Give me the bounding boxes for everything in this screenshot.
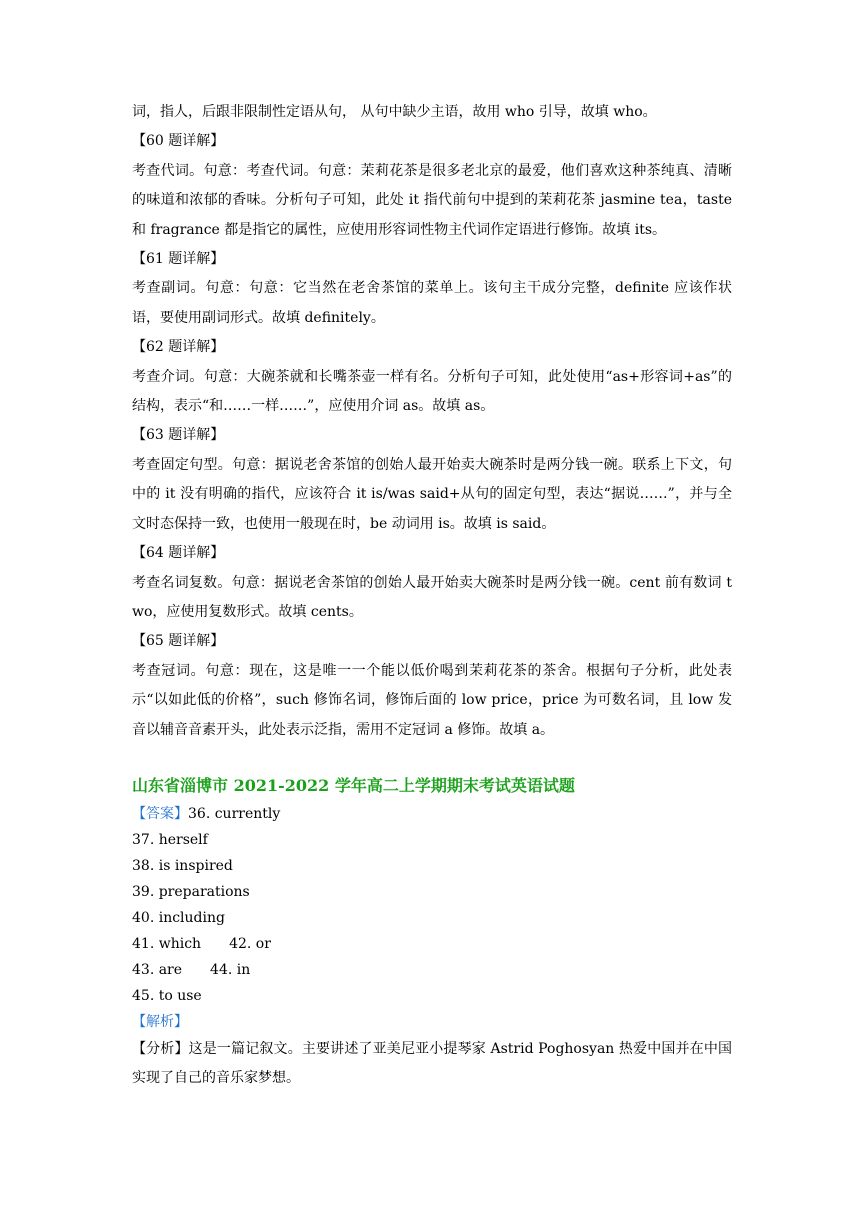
- explanation-paragraph: 考查代词。句意：考查代词。句意：茉莉花茶是很多老北京的最爱，他们喜欢这种茶纯真、清晰的味道和浓郁的香味。分析句子可知，此处 it 指代前句中提到的茉莉花茶 jasmine tea，taste 和 fragrance 都是指它的属性，应使用形容词性物主代词作定语进行修饰。故填 its。: [132, 162, 732, 238]
- explanation-paragraph: 考查介词。句意：大碗茶就和长嘴茶壶一样有名。分析句子可知，此处使用“as+形容词+as”的结构，表示“和……一样……”，应使用介词 as。故填 as。: [132, 368, 732, 415]
- document-page: [132, 98, 732, 1094]
- answer-item: 42. or: [229, 935, 271, 952]
- explanation-paragraph: 考查固定句型。句意：据说老舍茶馆的创始人最开始卖大碗茶时是两分钱一碗。联系上下文，句中的 it 没有明确的指代，应该符合 it is/was said+从句的固定句型，表达“据说……”，并与全文时态保持一致，也使用一般现在时，be 动词用 is。故填 is said。: [132, 456, 732, 532]
- answer-item: 36. currently: [188, 805, 281, 822]
- explanation-paragraph: 考查名词复数。句意：据说老舍茶馆的创始人最开始卖大碗茶时是两分钱一碗。cent 前有数词 two，应使用复数形式。故填 cents。: [132, 574, 732, 620]
- answer-item: 40. including: [132, 909, 225, 926]
- answer-block: [132, 801, 732, 1035]
- question-heading: 【60 题详解】: [132, 133, 225, 150]
- answer-line: [132, 983, 732, 1009]
- explanation-paragraph: 词，指人，后跟非限制性定语从句， 从句中缺少主语，故用 who 引导，故填 who。: [132, 104, 657, 120]
- explanation-block: [132, 98, 732, 745]
- answer-item: 39. preparations: [132, 883, 250, 900]
- answer-line: [132, 931, 732, 957]
- question-heading: 【62 题详解】: [132, 339, 225, 356]
- answer-item: 37. herself: [132, 831, 208, 848]
- answer-item: 45. to use: [132, 987, 202, 1004]
- answer-item: 41. which: [132, 935, 202, 952]
- answer-tag: 【答案】: [132, 805, 188, 822]
- question-heading: 【64 题详解】: [132, 545, 225, 562]
- question-heading: 【63 题详解】: [132, 427, 225, 444]
- answer-line: [132, 853, 732, 879]
- answer-line: [132, 827, 732, 853]
- question-heading: 【61 题详解】: [132, 251, 225, 268]
- explanation-paragraph: 考查副词。句意：句意：它当然在老舍茶馆的菜单上。该句主干成分完整，definite 应该作状语，要使用副词形式。故填 definitely。: [132, 280, 732, 326]
- analysis-tag-line: [132, 1009, 732, 1035]
- analysis-text: 【分析】这是一篇记叙文。主要讲述了亚美尼亚小提琴家 Astrid Poghosyan 热爱中国并在中国实现了自己的音乐家梦想。: [132, 1040, 732, 1087]
- answer-line: [132, 957, 732, 983]
- answer-line: [132, 879, 732, 905]
- analysis-tag: 【解析】: [132, 1013, 188, 1030]
- section-title: 山东省淄博市 2021-2022 学年高二上学期期末考试英语试题: [132, 775, 575, 795]
- answer-item: 43. are: [132, 961, 183, 978]
- answer-line: [132, 905, 732, 931]
- answer-line: [132, 801, 732, 827]
- question-heading: 【65 题详解】: [132, 633, 225, 650]
- answer-item: 38. is inspired: [132, 857, 233, 874]
- explanation-paragraph: 考查冠词。句意：现在，这是唯一一个能以低价喝到茉莉花茶的茶舍。根据句子分析，此处表示“以如此低的价格”，such 修饰名词，修饰后面的 low price，price 为可数名词，且 low 发音以辅音音素开头，此处表示泛指，需用不定冠词 a 修饰。故填 a。: [132, 662, 732, 738]
- answer-item: 44. in: [210, 961, 251, 978]
